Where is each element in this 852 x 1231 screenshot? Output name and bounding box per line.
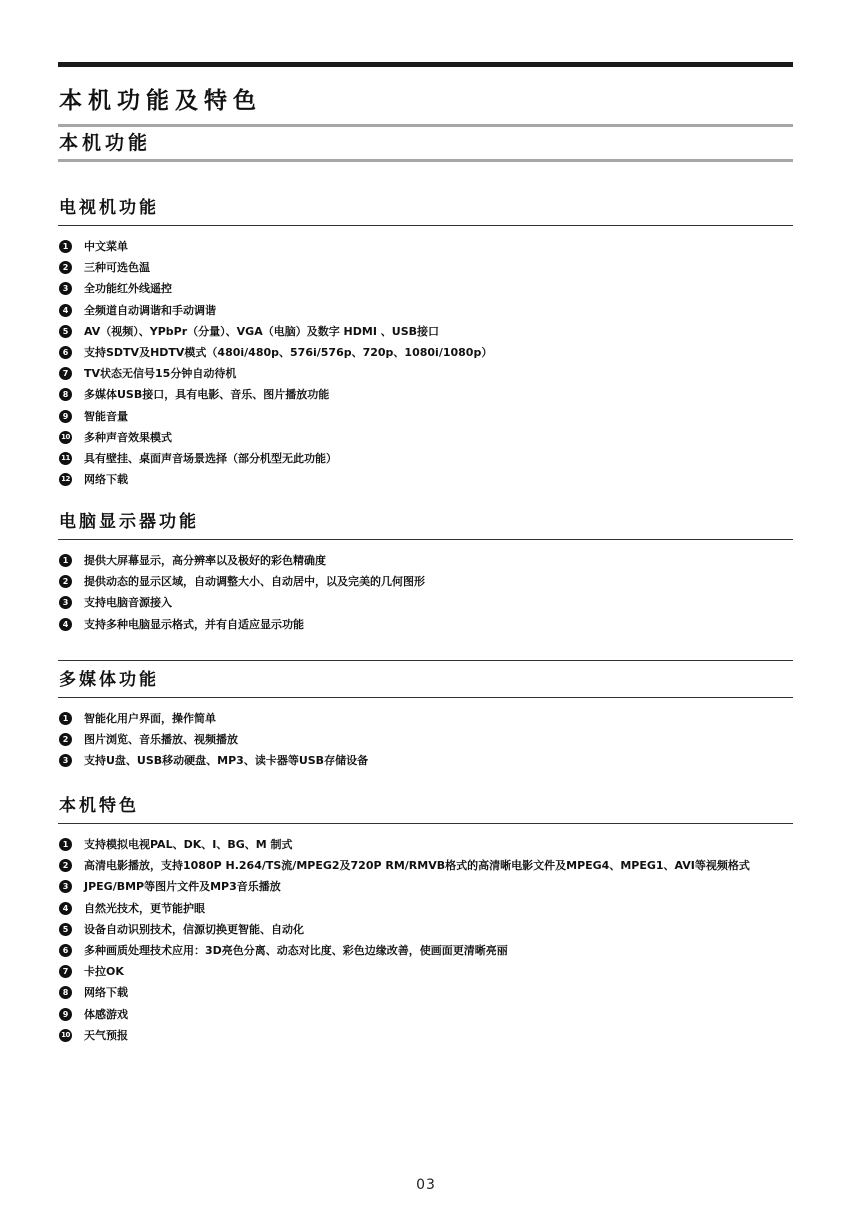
list-item xyxy=(58,236,793,257)
item-text: 智能化用户界面，操作简单 xyxy=(84,712,216,725)
list-item xyxy=(58,876,793,897)
item-text: 设备自动识别技术，信源切换更智能、自动化 xyxy=(84,922,304,936)
item-text: 网络下载 xyxy=(84,473,128,487)
section-tv-functions xyxy=(58,197,793,490)
page-title: 本机功能及特色 xyxy=(59,88,262,114)
list-item xyxy=(58,406,793,427)
item-number-badge: 2 xyxy=(59,261,72,274)
item-number-badge: 5 xyxy=(59,325,72,338)
section-multimedia-functions xyxy=(58,660,793,772)
page-subtitle: 本机功能 xyxy=(59,132,152,154)
feature-list xyxy=(58,550,793,635)
item-text: 体感游戏 xyxy=(84,1007,128,1021)
item-number-badge: 2 xyxy=(59,575,72,588)
section-rule xyxy=(58,697,793,698)
section-title: 电视机功能 xyxy=(59,198,159,218)
section-rule xyxy=(58,539,793,540)
item-number-badge: 4 xyxy=(59,618,72,631)
section-features xyxy=(58,795,793,1046)
section-title: 电脑显示器功能 xyxy=(59,512,199,532)
item-number-badge: 3 xyxy=(59,754,72,767)
item-text: 多种声音效果模式 xyxy=(84,430,172,444)
page-header xyxy=(58,62,793,162)
item-number-badge: 2 xyxy=(59,733,72,746)
list-item xyxy=(58,321,793,342)
item-text: 天气预报 xyxy=(84,1028,128,1042)
item-text: 提供动态的显示区域，自动调整大小、自动居中，以及完美的几何图形 xyxy=(84,575,425,589)
item-number-badge: 7 xyxy=(59,965,72,978)
item-text: 智能音量 xyxy=(84,409,128,423)
section-title: 本机特色 xyxy=(59,796,139,816)
list-item xyxy=(58,363,793,384)
list-item xyxy=(58,750,793,771)
subtitle-rule xyxy=(58,159,793,162)
item-number-badge: 1 xyxy=(59,554,72,567)
item-number-badge: 9 xyxy=(59,1008,72,1021)
item-text: 网络下载 xyxy=(84,986,128,1000)
item-number-badge: 1 xyxy=(59,240,72,253)
list-item xyxy=(58,571,793,592)
item-text: 具有壁挂、桌面声音场景选择（部分机型无此功能） xyxy=(84,452,337,466)
section-title: 多媒体功能 xyxy=(59,670,159,690)
item-number-badge: 1 xyxy=(59,712,72,725)
item-text: 图片浏览、音乐播放、视频播放 xyxy=(84,733,238,747)
list-item xyxy=(58,300,793,321)
item-text: 自然光技术，更节能护眼 xyxy=(84,901,205,915)
list-item xyxy=(58,1025,793,1046)
item-text: 卡拉OK xyxy=(84,965,124,979)
item-text: 中文菜单 xyxy=(84,240,128,253)
item-number-badge: 12 xyxy=(59,473,72,486)
item-text: TV状态无信号15分钟自动待机 xyxy=(84,367,237,381)
list-item xyxy=(58,729,793,750)
item-number-badge: 5 xyxy=(59,923,72,936)
list-item xyxy=(58,834,793,855)
item-text: 高清电影播放，支持1080P H.264/TS流/MPEG2及720P RM/RMVB格式的高清晰电影文件及MPEG4、MPEG1、AVI等视频格式 xyxy=(84,859,750,873)
item-number-badge: 6 xyxy=(59,944,72,957)
list-item xyxy=(58,550,793,571)
list-item xyxy=(58,1004,793,1025)
list-item xyxy=(58,898,793,919)
item-text: 三种可选色温 xyxy=(84,261,150,275)
feature-list xyxy=(58,236,793,490)
item-text: 支持模拟电视PAL、DK、I、BG、M 制式 xyxy=(84,838,293,851)
item-text: JPEG/BMP等图片文件及MP3音乐播放 xyxy=(84,880,281,894)
list-item xyxy=(58,448,793,469)
list-item xyxy=(58,384,793,405)
list-item xyxy=(58,982,793,1003)
item-text: AV（视频）、YPbPr（分量）、VGA（电脑）及数字 HDMI 、USB接口 xyxy=(84,324,439,338)
list-item xyxy=(58,961,793,982)
list-item xyxy=(58,427,793,448)
list-item xyxy=(58,855,793,876)
item-text: 支持多种电脑显示格式，并有自适应显示功能 xyxy=(84,617,304,631)
item-number-badge: 3 xyxy=(59,880,72,893)
item-text: 提供大屏幕显示，高分辨率以及极好的彩色精确度 xyxy=(84,554,326,567)
section-pc-monitor-functions xyxy=(58,511,793,635)
item-text: 支持U盘、USB移动硬盘、MP3、读卡器等USB存储设备 xyxy=(84,754,369,768)
item-number-badge: 2 xyxy=(59,859,72,872)
item-number-badge: 3 xyxy=(59,282,72,295)
item-number-badge: 8 xyxy=(59,986,72,999)
item-number-badge: 3 xyxy=(59,596,72,609)
item-text: 多种画质处理技术应用：3D亮色分离、动态对比度、彩色边缘改善，使画面更清晰亮丽 xyxy=(84,944,508,958)
item-text: 支持电脑音源接入 xyxy=(84,596,172,610)
item-number-badge: 4 xyxy=(59,304,72,317)
item-number-badge: 9 xyxy=(59,410,72,423)
top-rule xyxy=(58,62,793,67)
item-number-badge: 8 xyxy=(59,388,72,401)
list-item xyxy=(58,342,793,363)
item-text: 全功能红外线遥控 xyxy=(84,282,172,296)
feature-list xyxy=(58,708,793,772)
section-top-rule xyxy=(58,660,793,661)
item-number-badge: 4 xyxy=(59,902,72,915)
item-number-badge: 7 xyxy=(59,367,72,380)
list-item xyxy=(58,919,793,940)
list-item xyxy=(58,592,793,613)
item-number-badge: 6 xyxy=(59,346,72,359)
section-rule xyxy=(58,823,793,824)
item-text: 多媒体USB接口，具有电影、音乐、图片播放功能 xyxy=(84,388,330,402)
page-number: 03 xyxy=(416,1177,436,1193)
list-item xyxy=(58,614,793,635)
feature-list xyxy=(58,834,793,1046)
item-text: 支持SDTV及HDTV模式（480i/480p、576i/576p、720p、1080i/1080p） xyxy=(84,346,493,360)
item-number-badge: 10 xyxy=(59,1029,72,1042)
title-rule xyxy=(58,124,793,127)
item-text: 全频道自动调谐和手动调谐 xyxy=(84,303,216,317)
section-rule xyxy=(58,225,793,226)
item-number-badge: 10 xyxy=(59,431,72,444)
list-item xyxy=(58,257,793,278)
item-number-badge: 1 xyxy=(59,838,72,851)
list-item xyxy=(58,278,793,299)
list-item xyxy=(58,469,793,490)
item-number-badge: 11 xyxy=(59,452,72,465)
list-item xyxy=(58,708,793,729)
list-item xyxy=(58,940,793,961)
